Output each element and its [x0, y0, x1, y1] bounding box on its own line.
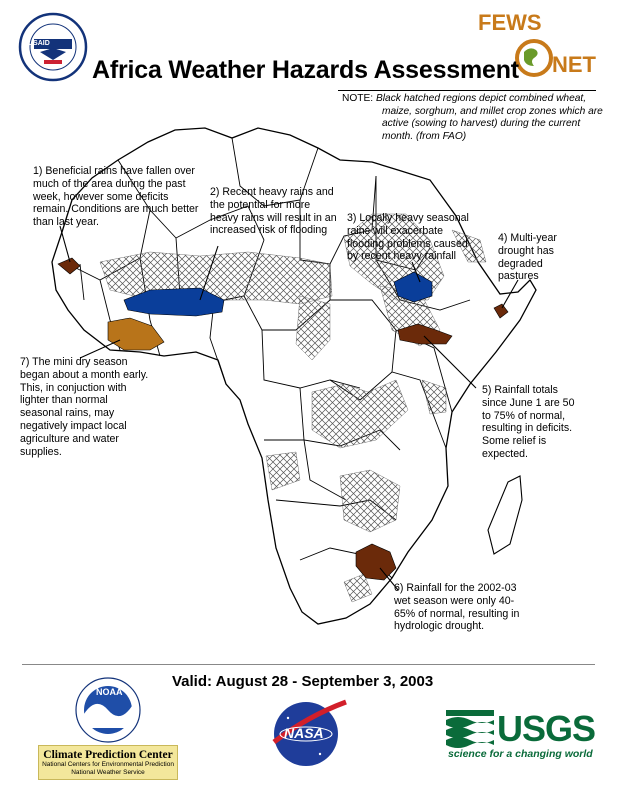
cpc-logo [38, 745, 178, 780]
noaa-label: NOAA [96, 687, 123, 697]
annotation-7: 7) The mini dry season began about a month early. This, in conjuction with lighter than normal seasonal rains, may negatively impact local agriculture and water supplies. [20, 356, 149, 458]
note-text-rest: maize, sorghum, and millet crop zones which are active (sowing to harvest) during the current month. (from FAO) [382, 105, 603, 142]
cpc-sub1: National Centers for Environmental Prediction [42, 761, 174, 768]
footer-divider [22, 664, 595, 665]
valid-dates: Valid: August 28 - September 3, 2003 [172, 673, 434, 690]
usgs-tagline: science for a changing world [448, 748, 593, 760]
note-text-line1: Black hatched regions depict combined wheat, [375, 93, 587, 104]
page-title: Africa Weather Hazards Assessment [92, 56, 519, 84]
annotation-4: 4) Multi-year drought has degraded pastures [498, 232, 557, 283]
fews-logo-bottom: NET [552, 52, 596, 77]
cpc-title: Climate Prediction Center [43, 749, 173, 761]
annotation-1: 1) Beneficial rains have fallen over much of the area during the past week, however some deficits remain. Conditions are much better than last year. [33, 165, 199, 229]
annotation-6: 6) Rainfall for the 2002-03 wet season were only 40-65% of normal, resulting in hydrologic drought. [394, 582, 520, 633]
annotation-5: 5) Rainfall totals since June 1 are 50 to 75% of normal, resulting in deficits. Some relief is expected. [482, 384, 575, 460]
annotation-2: 2) Recent heavy rains and the potential for more heavy rains will result in an increased risk of flooding [210, 186, 337, 237]
usgs-wave-icon [446, 710, 494, 748]
note-label: NOTE: [342, 93, 374, 104]
cpc-sub2: National Weather Service [71, 769, 145, 776]
usgs-logo: USGS [497, 708, 596, 749]
annotation-3: 3) Locally heavy seasonal rains will exacerbate flooding problems caused by recent heavy rainfall [347, 212, 469, 263]
nasa-label: NASA [284, 725, 324, 741]
madagascar-outline [488, 476, 522, 554]
usaid-label: USAID [28, 40, 50, 47]
fews-logo-top: FEWS [478, 10, 542, 35]
